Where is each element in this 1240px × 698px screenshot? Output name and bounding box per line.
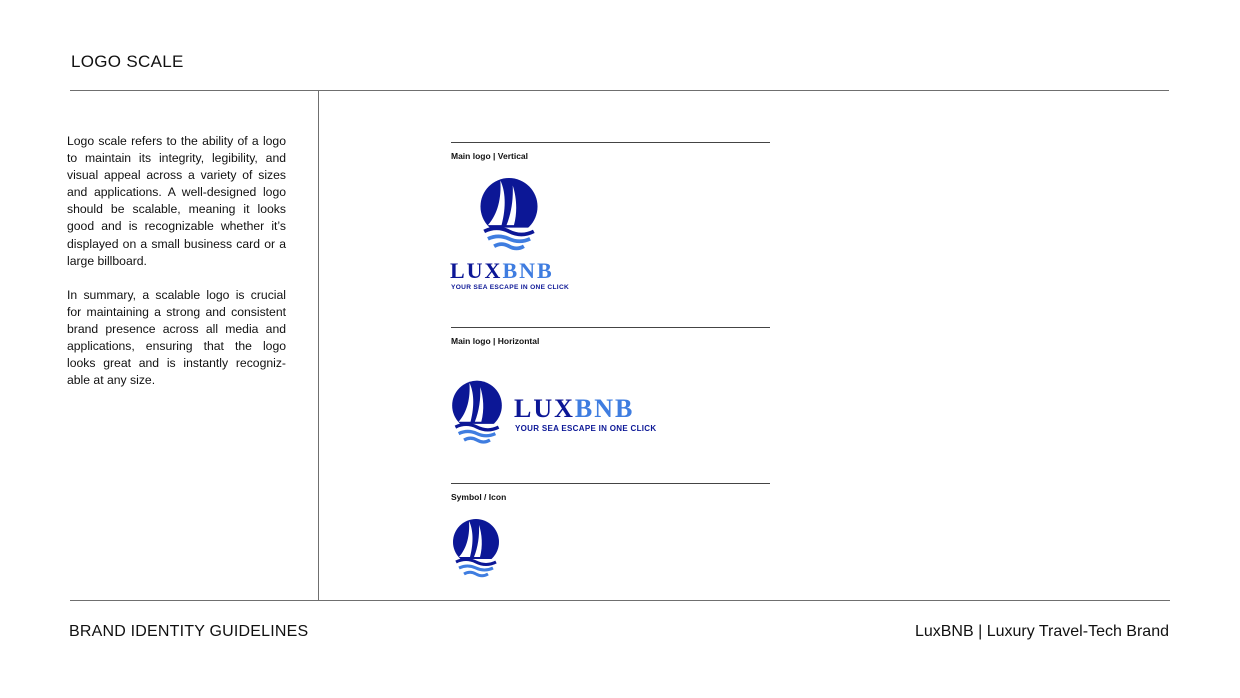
section-symbol-rule — [451, 483, 770, 484]
section-symbol-label: Symbol / Icon — [451, 492, 507, 502]
wordmark-lux: LUX — [450, 258, 503, 283]
section-horizontal-label: Main logo | Horizontal — [451, 336, 540, 346]
logo-wordmark-horizontal — [514, 394, 634, 424]
logo-tagline-vertical: YOUR SEA ESCAPE IN ONE CLICK — [451, 284, 570, 291]
description-text — [67, 133, 286, 406]
column-divider — [318, 91, 319, 601]
section-vertical-label: Main logo | Vertical — [451, 151, 529, 161]
logo-wordmark-vertical — [450, 258, 554, 284]
footer-divider — [70, 600, 1170, 601]
section-vertical-rule — [451, 142, 770, 143]
sailboat-waves-icon — [478, 176, 540, 252]
wordmark-bnb: BNB — [502, 258, 554, 283]
wordmark-lux: LUX — [514, 394, 575, 423]
sailboat-waves-icon — [450, 379, 504, 445]
header-divider — [70, 90, 1169, 91]
sailboat-waves-icon — [451, 517, 501, 579]
section-horizontal-rule — [451, 327, 770, 328]
logo-tagline-horizontal: YOUR SEA ESCAPE IN ONE CLICK — [515, 424, 657, 433]
footer-document-title: BRAND IDENTITY GUIDELINES — [69, 623, 309, 640]
description-paragraph-2: In summary, a scalable logo is crucial for maintaining a strong and consistent brand presence across all media and applications, ensuring that the logo looks great and is instantly recogniz-able at any size. — [67, 287, 286, 388]
footer-brand-name: LuxBNB | Luxury Travel-Tech Brand — [914, 623, 1169, 640]
description-paragraph-1: Logo scale refers to the ability of a logo to maintain its integrity, legibility, and visual appeal across a variety of sizes and applications. A well-designed logo should be scalable, meaning it looks good and is recognizable whether it’s displayed on a small business card or a large billboard. — [67, 134, 286, 268]
page-title: LOGO SCALE — [71, 52, 184, 71]
wordmark-bnb: BNB — [574, 394, 635, 423]
